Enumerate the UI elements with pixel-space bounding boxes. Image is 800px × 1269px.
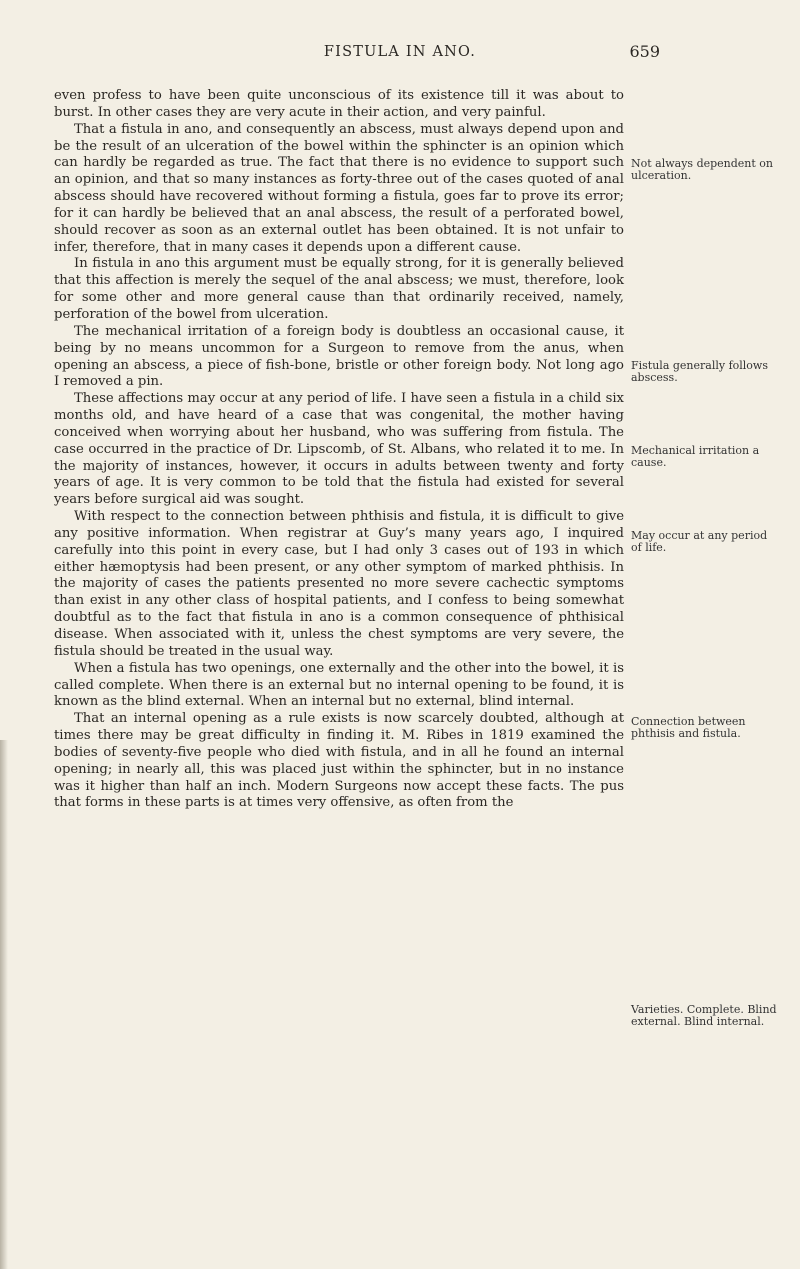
paragraph-1: even profess to have been quite unconscious of its existence till it was about to burst. In other cases they are very acute in their action, and very painful. bbox=[54, 88, 624, 120]
paragraph-3: In fistula in ano this argument must be equally strong, for it is generally believed that this affection is merely the sequel of the anal abscess; we must, therefore, look for some other and more general cause than that ordinarily received, namely, perforation of the bowel from ulceration. bbox=[54, 256, 624, 322]
running-head: FISTULA IN ANO. bbox=[323, 44, 477, 60]
sidenote-period-of-life: May occur at any period of life. bbox=[631, 529, 768, 555]
paragraph-7: When a fistula has two openings, one externally and the other into the bowel, it is called complete. When there is an external but no internal opening to be found, it is known as the blind external. When an internal but no external, blind internal. bbox=[54, 660, 624, 710]
paragraph-8: That an internal opening as a rule exists is now scarcely doubted, although at times there may be great difficulty in finding it. M. Ribes in 1819 examined the bodies of seventy-five people who died with fistula, and in all he found an internal opening; in nearly all, this was placed just within the sphincter, but in no instance was it higher than half an inch. Modern Surgeons now accept these facts. The pus that forms in these parts is at times very offensive, as often from the bbox=[54, 711, 624, 811]
sidenote-mechanical: Mechanical irritation a cause. bbox=[631, 444, 760, 470]
sidenote-phthisis: Connection between phthisis and fistula. bbox=[631, 715, 746, 741]
paragraph-4: The mechanical irritation of a foreign body is doubtless an occasional cause, it being by no means uncommon for a Surgeon to remove from the anus, when opening an abscess, a piece of fish-bone, bristle or other foreign body. Not long ago I removed a pin. bbox=[54, 323, 624, 390]
paragraph-5: These affections may occur at any period of life. I have seen a fistula in a child six months old, and have heard of a case that was congenital, the mother having conceived when worrying about her husband, who was suffering from fistula. The case occurred in the practice of Dr. Lipscomb, of St. Albans, who related it to me. In the majority of instances, however, it occurs in adults between twenty and forty years of age. It is very common to be told that the fistula had existed for several years before surgical aid was sought. bbox=[54, 391, 624, 508]
paragraph-2: That a fistula in ano, and consequently an abscess, must always depend upon and be the result of an ulceration of the bowel within the sphincter is an opinion which can hardly be regarded as true. The fact that there is no evidence to support such an opinion, and that so many instances as forty-three out of the cases quoted of anal abscess should have recovered without forming a fistula, goes far to prove its error; for it can hardly be believed that an anal abscess, the result of a perforated bowel, should recover as soon as an external outlet has been obtained. It is not unfair to infer, therefore, that in many cases it depends upon a different cause. bbox=[54, 121, 624, 255]
sidenote-varieties: Varieties. Complete. Blind external. Blind internal. bbox=[631, 1003, 777, 1029]
sidenote-abscess: Fistula generally follows abscess. bbox=[631, 359, 768, 385]
page-header bbox=[0, 38, 800, 64]
scan-shadow bbox=[0, 740, 8, 1269]
page-number: 659 bbox=[629, 42, 660, 61]
body-text bbox=[54, 88, 624, 812]
sidenote-ulceration: Not always dependent on ulceration. bbox=[631, 157, 774, 183]
paragraph-6: With respect to the connection between phthisis and fistula, it is difficult to give any positive information. When registrar at Guy’s many years ago, I inquired carefully into this point in every case, but I had only 3 cases out of 193 in which either hæmoptysis had been present, or any other symptom of marked phthisis. In the majority of cases the patients presented no more severe cachectic symptoms than exist in any other class of hospital patients, and I confess to being somewhat doubtful as to the fact that fistula in ano is a common consequence of phthisical disease. When associated with it, unless the chest symptoms are very severe, the fistula should be treated in the usual way. bbox=[54, 509, 624, 659]
